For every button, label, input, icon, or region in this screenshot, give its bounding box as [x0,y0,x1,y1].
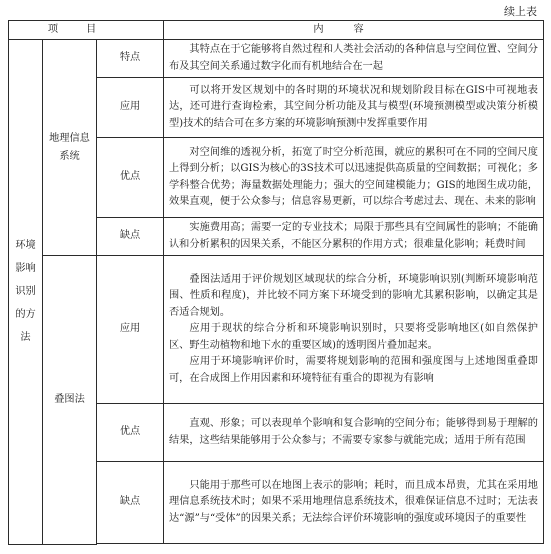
table-row [9,256,544,404]
method-cell: 环境影响识别的方法 [9,40,43,545]
content-paragraph: 应用于环境影响评价时，需要将规划影响的范围和强度图与上述地图重叠即可，在合成图上作用因素和环境特征有重合的即视为有影响 [169,356,538,384]
content-cell: 只能用于那些可以在地图上表示的影响；耗时，而且成本昂贵，尤其在采用地理信息系统技术时；如果不采用地理信息系统技术，很难保证信息不过时；无法表达“源”与“受体”的因果关系；无法综合评价环境影响的强度或环境因子的重要性 [164,462,544,544]
content-cell: 直观、形象；可以表现单个影响和复合影响的空间分布；能够得到易于理解的结果，这些结果能够用于公众参与；不需要专家参与就能完成；适用于所有范围 [164,404,544,462]
aspect-cell: 优点 [97,138,164,218]
spacer-cell [97,544,164,545]
table-header-row [9,21,544,40]
aspect-cell: 缺点 [97,218,164,256]
aspect-cell: 特点 [97,40,164,78]
aspect-cell: 优点 [97,404,164,462]
continued-label: 续上表 [504,5,537,18]
content-paragraph: 叠图法适用于评价规划区域现状的综合分析，环境影响识别(判断环境影响范围、性质和程度)，并比较不同方案下环境受到的影响尤其累积影响，以确定其是否适合规划。 [169,273,538,318]
tool-overlay: 叠图法 [43,256,97,545]
method-table [8,20,544,545]
content-cell [164,256,544,404]
aspect-cell: 缺点 [97,462,164,544]
content-paragraph: 应用于现状的综合分析和环境影响识别时，只要将受影响地区(如自然保护区、野生动植物和地下水的重要区域)的透明图片叠加起来。 [169,323,538,351]
content-cell: 实施费用高；需要一定的专业技术；局限于那些具有空间属性的影响；不能确认和分析累积的因果关系，不能区分累积的作用方式；很难量化影响；耗费时间 [164,218,544,256]
header-content: 内容 [164,21,544,40]
content-cell: 其特点在于它能够将自然过程和人类社会活动的各种信息与空间位置、空间分布及其空间关系通过数字化而有机地结合在一起 [164,40,544,78]
content-cell: 对空间维的透视分析，拓宽了时空分析范围，就应的累积可在不同的空间尺度上得到分析；以GIS为核心的3S技术可以迅速提供高质量的空间数据；可视化；多学科整合优势；海量数据处理能力；强大的空间建模能力；GIS的地图生成功能，效果直观，便于公众参与；信息容易更新，可以综合考虑过去、现在、未来的影响 [164,138,544,218]
header-item: 项目 [9,21,164,40]
table-row [9,40,544,78]
aspect-cell: 应用 [97,256,164,404]
content-cell: 可以将开发区规划中的各时期的环境状况和规划阶段目标在GIS中可视地表达，还可进行查询检索，其空间分析功能及其与模型(环境预测模型或决策分析模型)技术的结合可在多方案的环境影响预测中发挥重要作用 [164,78,544,138]
aspect-cell: 应用 [97,78,164,138]
spacer-cell [164,544,544,545]
tool-gis: 地理信息系统 [43,40,97,256]
